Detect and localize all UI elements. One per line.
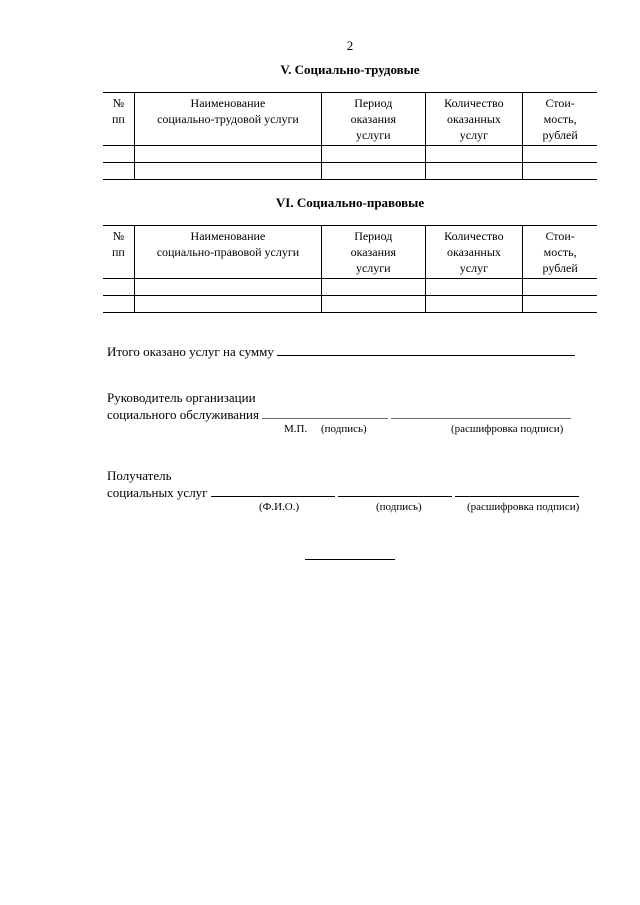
stamp-place-label: М.П. bbox=[284, 423, 308, 435]
total-sum-line bbox=[107, 343, 575, 360]
head-signature-line bbox=[107, 406, 571, 423]
table-row bbox=[103, 146, 597, 163]
head-label-line2: социального обслуживания bbox=[107, 407, 259, 422]
head-decode-caption: (расшифровка подписи) bbox=[451, 423, 564, 435]
end-divider bbox=[305, 559, 395, 560]
page-number: 2 bbox=[346, 38, 354, 53]
table-row bbox=[103, 163, 597, 180]
col-period-header: Период оказания услуги bbox=[322, 93, 426, 146]
col-quantity-header: Количество оказанных услуг bbox=[425, 93, 523, 146]
recipient-label-line2: социальных услуг bbox=[107, 485, 208, 500]
col-service-name-header: Наименование социально-трудовой услуги bbox=[134, 93, 321, 146]
col-number-header: № пп bbox=[103, 226, 134, 279]
section-5-title: V. Социально-трудовые bbox=[280, 62, 420, 77]
recipient-sign-caption: (подпись) bbox=[376, 501, 422, 513]
total-sum-field[interactable] bbox=[277, 343, 575, 356]
head-signature-field[interactable] bbox=[262, 406, 388, 419]
col-number-header: № пп bbox=[103, 93, 134, 146]
head-decode-field[interactable] bbox=[391, 406, 571, 419]
col-cost-header: Стои- мость, рублей bbox=[523, 93, 597, 146]
section-6-title: VI. Социально-правовые bbox=[275, 195, 425, 210]
col-period-header: Период оказания услуги bbox=[322, 226, 426, 279]
table-row bbox=[103, 296, 597, 313]
recipient-fio-field[interactable] bbox=[211, 484, 335, 497]
head-sign-caption: (подпись) bbox=[321, 423, 367, 435]
recipient-signature-field[interactable] bbox=[338, 484, 452, 497]
social-legal-services-table bbox=[103, 225, 597, 313]
col-service-name-header: Наименование социально-правовой услуги bbox=[134, 226, 321, 279]
col-quantity-header: Количество оказанных услуг bbox=[425, 226, 523, 279]
recipient-signature-line bbox=[107, 484, 579, 501]
recipient-decode-caption: (расшифровка подписи) bbox=[467, 501, 580, 513]
recipient-label-line1: Получатель bbox=[107, 468, 172, 483]
social-labor-services-table bbox=[103, 92, 597, 180]
recipient-fio-caption: (Ф.И.О.) bbox=[259, 501, 300, 513]
total-sum-label: Итого оказано услуг на сумму bbox=[107, 344, 274, 359]
head-label-line1: Руководитель организации bbox=[107, 390, 256, 405]
table-row bbox=[103, 279, 597, 296]
recipient-decode-field[interactable] bbox=[455, 484, 579, 497]
col-cost-header: Стои- мость, рублей bbox=[523, 226, 597, 279]
